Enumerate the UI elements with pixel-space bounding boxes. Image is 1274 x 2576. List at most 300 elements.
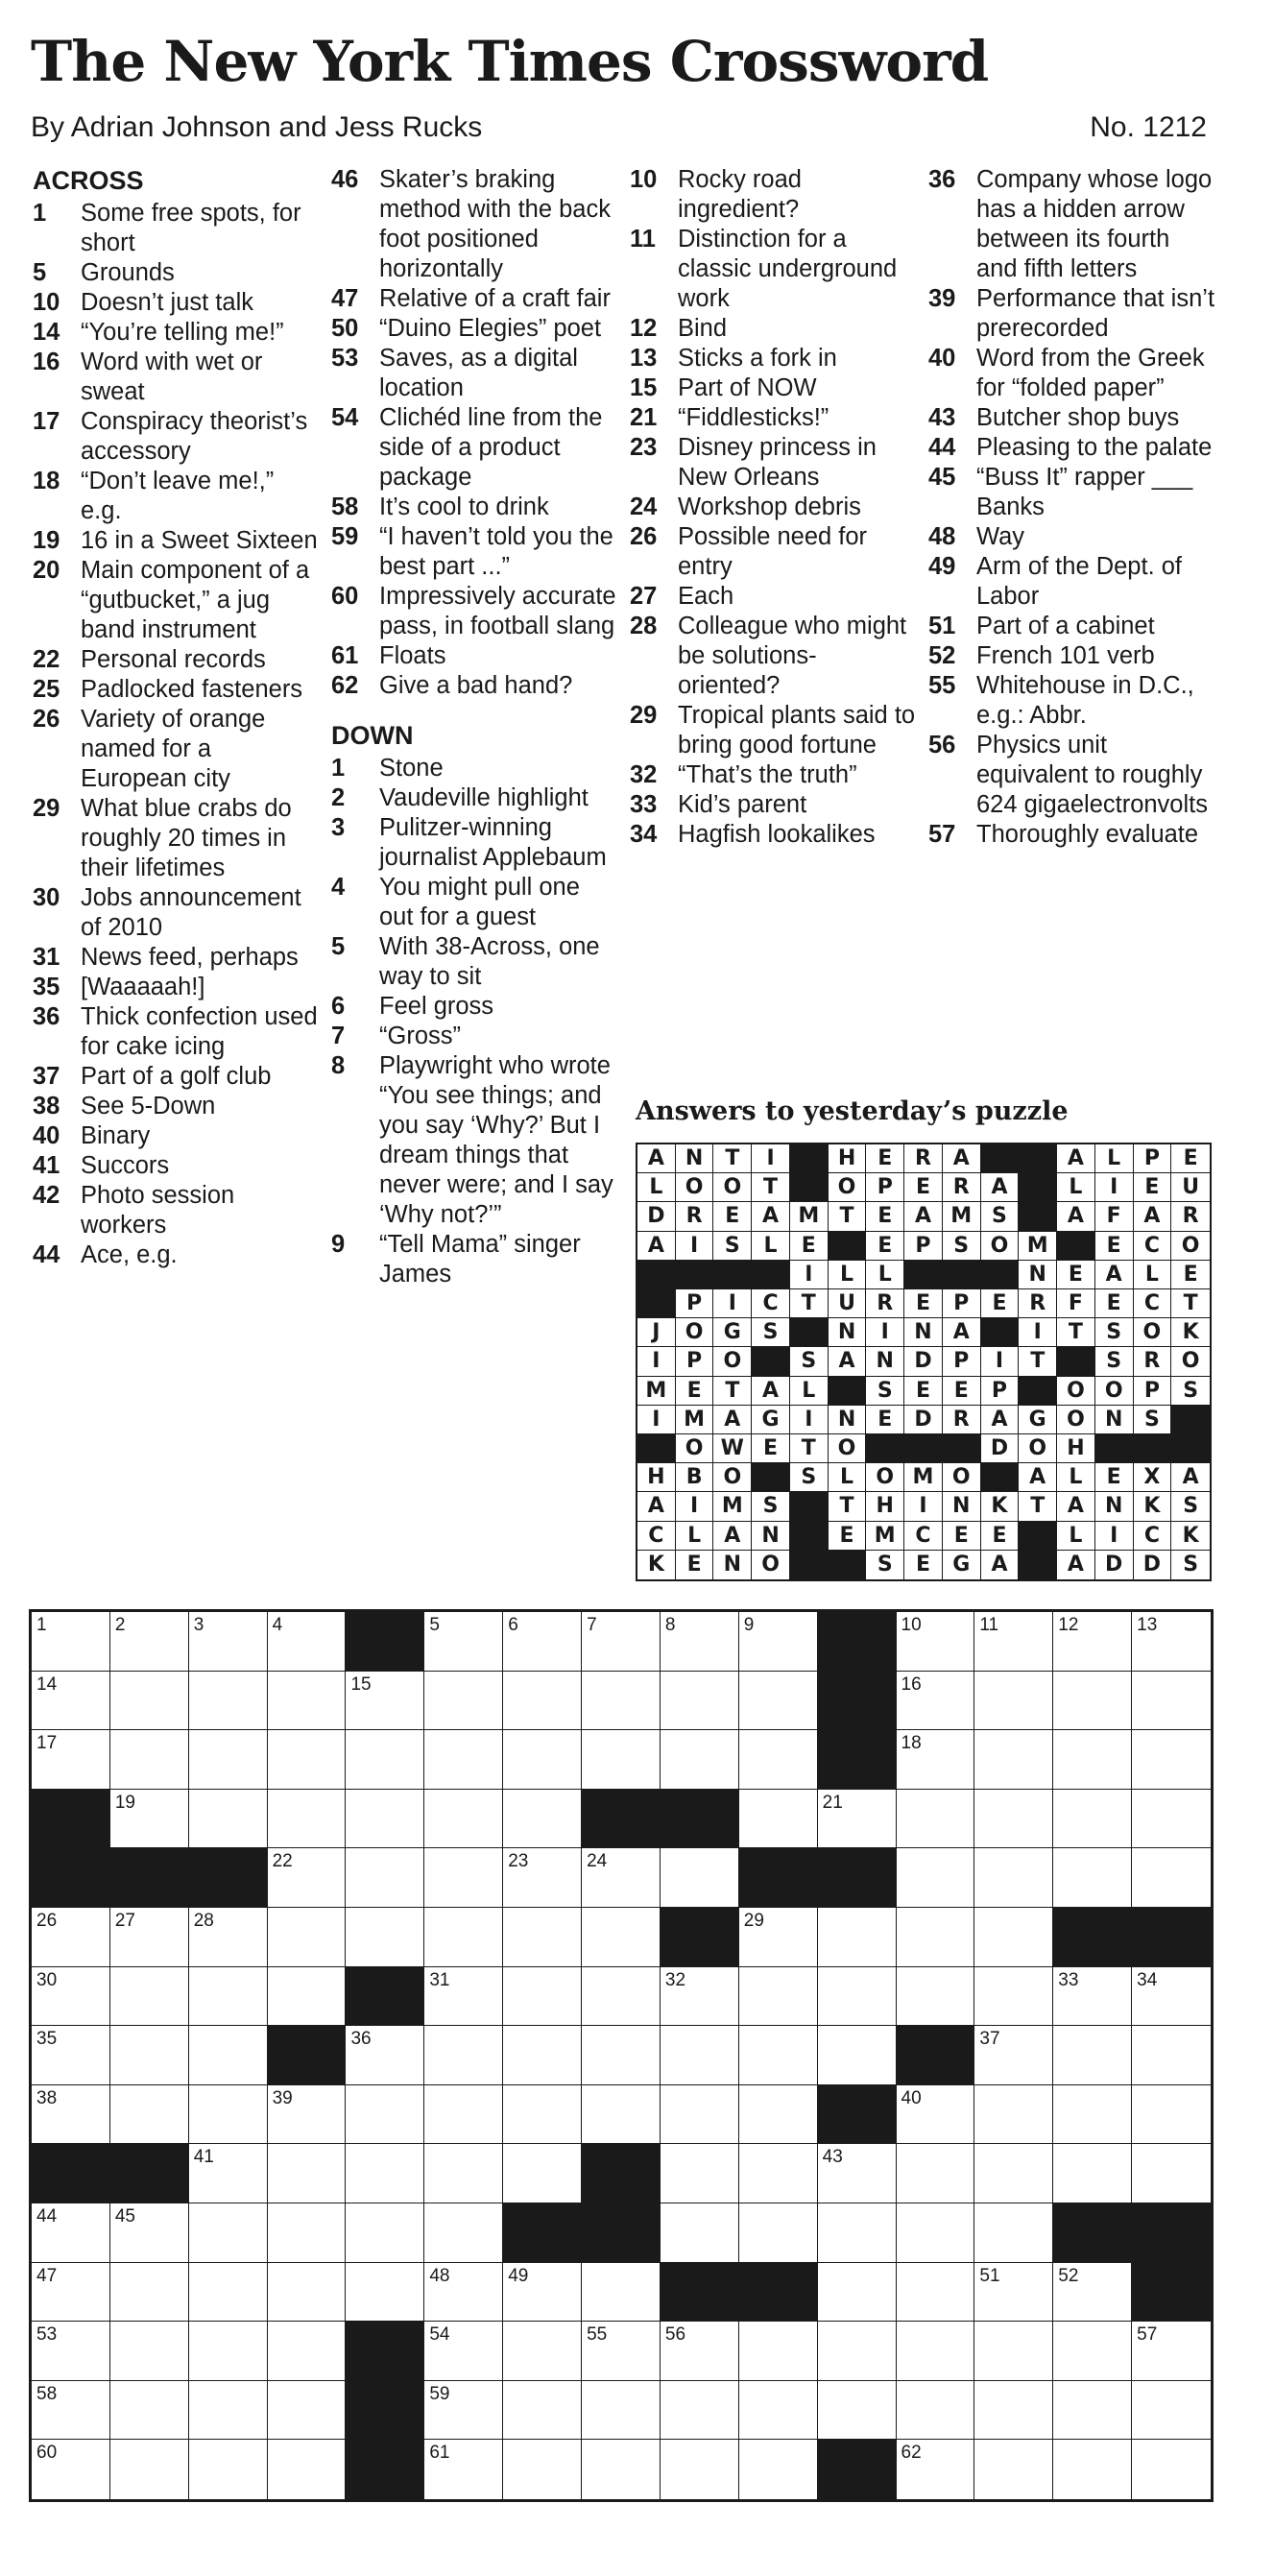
grid-cell[interactable]: [897, 1848, 975, 1908]
grid-cell[interactable]: [1053, 2440, 1132, 2499]
answer-black-square: [637, 1289, 676, 1318]
grid-cell[interactable]: [739, 1967, 818, 2027]
clue-number: 27: [630, 583, 658, 610]
grid-cell[interactable]: [897, 1908, 975, 1967]
grid-cell[interactable]: [32, 1612, 110, 1672]
grid-cell[interactable]: [974, 2144, 1053, 2203]
down-clue[interactable]: [331, 754, 619, 783]
down-clue[interactable]: [928, 552, 1216, 612]
down-clue[interactable]: [331, 873, 619, 932]
grid-cell[interactable]: [268, 1672, 347, 1731]
down-clue[interactable]: [630, 612, 918, 701]
grid-cell[interactable]: [32, 1908, 110, 1967]
down-clue[interactable]: [928, 433, 1216, 463]
down-clue[interactable]: [630, 582, 918, 612]
clue-text: Arm of the Dept. of Labor: [976, 553, 1183, 610]
grid-cell[interactable]: [268, 1790, 347, 1849]
grid-cell[interactable]: [897, 2144, 975, 2203]
across-clue[interactable]: [331, 344, 619, 403]
answer-letter: I: [676, 1492, 714, 1521]
grid-cell[interactable]: [268, 2322, 347, 2381]
grid-cell[interactable]: [346, 2203, 424, 2263]
grid-cell[interactable]: [739, 1790, 818, 1849]
across-clue[interactable]: [331, 314, 619, 344]
grid-cell[interactable]: [110, 1967, 189, 2027]
down-clue[interactable]: [630, 493, 918, 522]
grid-cell[interactable]: [503, 2322, 582, 2381]
across-clue[interactable]: [33, 199, 321, 258]
across-clue[interactable]: [331, 165, 619, 284]
across-clue[interactable]: [33, 258, 321, 288]
grid-cell[interactable]: [268, 1908, 347, 1967]
grid-cell[interactable]: [110, 1612, 189, 1672]
grid-cell[interactable]: [818, 2322, 897, 2381]
down-clue[interactable]: [630, 225, 918, 314]
down-clue[interactable]: [630, 522, 918, 582]
grid-cell[interactable]: [1053, 1730, 1132, 1790]
grid-cell[interactable]: [582, 1848, 661, 1908]
grid-cell[interactable]: [1053, 1848, 1132, 1908]
grid-cell[interactable]: [582, 2322, 661, 2381]
clue-number: 31: [33, 944, 60, 971]
answer-letter: R: [1171, 1202, 1210, 1231]
across-clue[interactable]: [33, 407, 321, 467]
across-clue[interactable]: [33, 1121, 321, 1151]
grid-cell[interactable]: [346, 2144, 424, 2203]
down-clue[interactable]: [630, 344, 918, 373]
down-clue[interactable]: [331, 1230, 619, 1289]
down-clue[interactable]: [331, 1022, 619, 1051]
grid-cell[interactable]: [268, 1967, 347, 2027]
down-clue[interactable]: [928, 731, 1216, 820]
grid-cell[interactable]: [897, 2381, 975, 2441]
answer-letter: S: [1095, 1318, 1134, 1347]
down-clue[interactable]: [928, 284, 1216, 344]
answer-letter: N: [1095, 1492, 1134, 1521]
cell-number: 6: [508, 1615, 518, 1635]
across-clue[interactable]: [33, 526, 321, 556]
grid-cell[interactable]: [268, 1730, 347, 1790]
grid-cell[interactable]: [661, 2144, 739, 2203]
answer-letter: P: [866, 1173, 904, 1202]
grid-cell[interactable]: [346, 1672, 424, 1731]
grid-cell[interactable]: [268, 2203, 347, 2263]
grid-cell[interactable]: [32, 1672, 110, 1731]
down-clue[interactable]: [331, 932, 619, 992]
across-clue[interactable]: [33, 1002, 321, 1062]
grid-cell[interactable]: [268, 1848, 347, 1908]
grid-cell[interactable]: [1132, 1730, 1211, 1790]
grid-cell[interactable]: [346, 1848, 424, 1908]
grid-cell[interactable]: [1132, 1790, 1211, 1849]
grid-cell[interactable]: [739, 2085, 818, 2145]
grid-cell[interactable]: [424, 2322, 503, 2381]
grid-cell[interactable]: [1132, 2381, 1211, 2441]
down-clue[interactable]: [928, 671, 1216, 731]
grid-cell[interactable]: [1132, 1672, 1211, 1731]
grid-cell[interactable]: [32, 1730, 110, 1790]
grid-cell[interactable]: [110, 1790, 189, 1849]
clue-number: 36: [33, 1003, 60, 1030]
across-clue[interactable]: [33, 1240, 321, 1270]
grid-cell[interactable]: [661, 2440, 739, 2499]
grid-cell[interactable]: [739, 2440, 818, 2499]
grid-cell[interactable]: [189, 1908, 268, 1967]
grid-cell[interactable]: [503, 1908, 582, 1967]
grid-cell[interactable]: [503, 1612, 582, 1672]
grid-cell[interactable]: [1132, 2440, 1211, 2499]
grid-cell[interactable]: [346, 2026, 424, 2085]
answer-letter: S: [1134, 1406, 1172, 1434]
grid-cell[interactable]: [974, 1848, 1053, 1908]
answer-letter: G: [1019, 1406, 1057, 1434]
grid-cell[interactable]: [346, 2085, 424, 2145]
grid-cell[interactable]: [268, 1612, 347, 1672]
clue-text: Tropical plants said to bring good fortune: [678, 702, 916, 758]
grid-cell[interactable]: [189, 1730, 268, 1790]
grid-cell[interactable]: [189, 2322, 268, 2381]
cell-number: 48: [429, 2265, 450, 2286]
grid-cell[interactable]: [503, 1730, 582, 1790]
grid-cell[interactable]: [1053, 2085, 1132, 2145]
grid-cell[interactable]: [503, 2440, 582, 2499]
grid-cell[interactable]: [110, 2203, 189, 2263]
grid-cell[interactable]: [661, 2322, 739, 2381]
grid-cell[interactable]: [110, 1730, 189, 1790]
grid-cell[interactable]: [818, 2263, 897, 2323]
grid-cell[interactable]: [189, 2085, 268, 2145]
answer-letter: E: [1134, 1173, 1172, 1202]
grid-cell[interactable]: [424, 2203, 503, 2263]
grid-cell[interactable]: [661, 2085, 739, 2145]
grid-cell[interactable]: [189, 1612, 268, 1672]
grid-cell[interactable]: [661, 2381, 739, 2441]
grid-cell[interactable]: [346, 1730, 424, 1790]
answer-letter: S: [1095, 1347, 1134, 1376]
down-clue[interactable]: [928, 612, 1216, 641]
grid-cell[interactable]: [661, 1672, 739, 1731]
cell-number: 43: [822, 2147, 843, 2168]
grid-cell[interactable]: [503, 2263, 582, 2323]
grid-cell[interactable]: [974, 1908, 1053, 1967]
down-clue[interactable]: [630, 790, 918, 820]
clue-text: You might pull one out for a guest: [379, 874, 580, 930]
grid-cell[interactable]: [897, 1730, 975, 1790]
grid-cell[interactable]: [661, 2026, 739, 2085]
down-clue[interactable]: [928, 522, 1216, 552]
grid-cell[interactable]: [661, 1848, 739, 1908]
grid-cell[interactable]: [897, 1790, 975, 1849]
answer-black-square: [637, 1434, 676, 1463]
grid-cell[interactable]: [110, 1908, 189, 1967]
grid-cell[interactable]: [818, 2203, 897, 2263]
down-clue[interactable]: [630, 820, 918, 850]
answer-black-square: [752, 1261, 790, 1289]
grid-cell[interactable]: [1053, 1672, 1132, 1731]
grid-cell[interactable]: [346, 1790, 424, 1849]
grid-cell[interactable]: [739, 1730, 818, 1790]
down-clue[interactable]: [630, 165, 918, 225]
grid-cell[interactable]: [424, 1848, 503, 1908]
grid-cell[interactable]: [503, 2085, 582, 2145]
across-clue[interactable]: [331, 403, 619, 493]
grid-cell[interactable]: [818, 2026, 897, 2085]
grid-cell[interactable]: [1053, 1967, 1132, 2027]
grid-cell[interactable]: [1132, 2322, 1211, 2381]
grid-cell[interactable]: [32, 2085, 110, 2145]
black-square: [1132, 1908, 1211, 1967]
grid-cell[interactable]: [582, 2440, 661, 2499]
down-clue[interactable]: [331, 783, 619, 813]
across-clue[interactable]: [33, 705, 321, 794]
answer-black-square: [676, 1261, 714, 1289]
down-clue[interactable]: [928, 403, 1216, 433]
grid-cell[interactable]: [268, 2440, 347, 2499]
clue-number: 53: [331, 345, 359, 372]
grid-cell[interactable]: [503, 1848, 582, 1908]
grid-cell[interactable]: [1053, 1612, 1132, 1672]
grid-cell[interactable]: [424, 2026, 503, 2085]
grid-cell[interactable]: [818, 2144, 897, 2203]
cell-number: 58: [36, 2383, 58, 2404]
grid-cell[interactable]: [661, 2203, 739, 2263]
grid-cell[interactable]: [897, 1612, 975, 1672]
grid-cell[interactable]: [897, 2322, 975, 2381]
grid-cell[interactable]: [897, 2085, 975, 2145]
grid-cell[interactable]: [1132, 2085, 1211, 2145]
grid-cell[interactable]: [974, 2263, 1053, 2323]
grid-cell[interactable]: [32, 1967, 110, 2027]
grid-cell[interactable]: [189, 1672, 268, 1731]
grid-cell[interactable]: [739, 2026, 818, 2085]
across-clue[interactable]: [33, 1092, 321, 1121]
grid-cell[interactable]: [1132, 2026, 1211, 2085]
down-clue[interactable]: [630, 760, 918, 790]
grid-cell[interactable]: [582, 1612, 661, 1672]
grid-cell[interactable]: [32, 2203, 110, 2263]
grid-cell[interactable]: [346, 1908, 424, 1967]
grid-cell[interactable]: [503, 2026, 582, 2085]
across-clue[interactable]: [33, 556, 321, 645]
grid-cell[interactable]: [189, 2440, 268, 2499]
across-clue[interactable]: [33, 467, 321, 526]
grid-cell[interactable]: [661, 1967, 739, 2027]
grid-cell[interactable]: [739, 2381, 818, 2441]
down-clue[interactable]: [928, 165, 1216, 284]
grid-cell[interactable]: [189, 1967, 268, 2027]
grid-cell[interactable]: [897, 1967, 975, 2027]
grid-cell[interactable]: [503, 1967, 582, 2027]
grid-cell[interactable]: [1053, 2026, 1132, 2085]
down-clue[interactable]: [928, 463, 1216, 522]
grid-cell[interactable]: [1053, 2144, 1132, 2203]
grid-cell[interactable]: [661, 1612, 739, 1672]
grid-cell[interactable]: [897, 2440, 975, 2499]
grid-cell[interactable]: [974, 1730, 1053, 1790]
across-clue[interactable]: [331, 522, 619, 582]
cell-number: 24: [587, 1851, 608, 1872]
down-clue[interactable]: [630, 433, 918, 493]
grid-cell[interactable]: [897, 1672, 975, 1731]
across-clue[interactable]: [33, 288, 321, 318]
black-square: [739, 2263, 818, 2323]
across-clue[interactable]: [33, 675, 321, 705]
down-clue[interactable]: [928, 344, 1216, 403]
grid-cell[interactable]: [32, 2381, 110, 2441]
grid-cell[interactable]: [189, 1790, 268, 1849]
grid-cell[interactable]: [424, 2381, 503, 2441]
answer-letter: F: [1057, 1289, 1095, 1318]
grid-cell[interactable]: [110, 2263, 189, 2323]
across-clue[interactable]: [33, 318, 321, 348]
across-clue[interactable]: [33, 1062, 321, 1092]
across-clue[interactable]: [33, 883, 321, 943]
clue-text: Vaudeville highlight: [379, 784, 589, 811]
grid-cell[interactable]: [974, 2026, 1053, 2085]
across-clue[interactable]: [33, 1181, 321, 1240]
grid-cell[interactable]: [424, 2263, 503, 2323]
grid-cell[interactable]: [818, 1908, 897, 1967]
grid-cell[interactable]: [424, 1967, 503, 2027]
grid-cell[interactable]: [582, 1908, 661, 1967]
across-clue[interactable]: [331, 493, 619, 522]
grid-cell[interactable]: [582, 2381, 661, 2441]
grid-cell[interactable]: [424, 1730, 503, 1790]
grid-cell[interactable]: [189, 2203, 268, 2263]
grid-cell[interactable]: [1132, 1612, 1211, 1672]
grid-cell[interactable]: [974, 2440, 1053, 2499]
grid-cell[interactable]: [32, 2263, 110, 2323]
across-clue[interactable]: [33, 645, 321, 675]
grid-cell[interactable]: [110, 2085, 189, 2145]
across-clue[interactable]: [331, 284, 619, 314]
grid-cell[interactable]: [1053, 2322, 1132, 2381]
grid-cell[interactable]: [818, 1790, 897, 1849]
grid-cell[interactable]: [346, 2263, 424, 2323]
grid-cell[interactable]: [974, 1790, 1053, 1849]
grid-cell[interactable]: [268, 2263, 347, 2323]
grid-cell[interactable]: [32, 2440, 110, 2499]
grid-cell[interactable]: [189, 2144, 268, 2203]
down-clue[interactable]: [630, 314, 918, 344]
grid-cell[interactable]: [32, 2026, 110, 2085]
across-clue[interactable]: [33, 973, 321, 1002]
grid-cell[interactable]: [739, 1672, 818, 1731]
grid-cell[interactable]: [974, 2322, 1053, 2381]
grid-cell[interactable]: [268, 2085, 347, 2145]
grid-cell[interactable]: [189, 2381, 268, 2441]
grid-cell[interactable]: [739, 1908, 818, 1967]
clue-number: 23: [630, 434, 658, 461]
grid-cell[interactable]: [424, 2440, 503, 2499]
grid-cell[interactable]: [424, 1612, 503, 1672]
grid-cell[interactable]: [1053, 1790, 1132, 1849]
grid-cell[interactable]: [1053, 2263, 1132, 2323]
grid-cell[interactable]: [268, 2381, 347, 2441]
grid-cell[interactable]: [32, 2322, 110, 2381]
across-clue[interactable]: [331, 582, 619, 641]
across-clue[interactable]: [331, 671, 619, 701]
grid-cell[interactable]: [582, 2026, 661, 2085]
grid-cell[interactable]: [974, 2085, 1053, 2145]
grid-cell[interactable]: [189, 2263, 268, 2323]
grid-cell[interactable]: [424, 2144, 503, 2203]
grid-cell[interactable]: [189, 2026, 268, 2085]
grid-cell[interactable]: [1053, 2381, 1132, 2441]
down-clue[interactable]: [630, 373, 918, 403]
grid-cell[interactable]: [1132, 1848, 1211, 1908]
grid-cell[interactable]: [424, 1672, 503, 1731]
grid-cell[interactable]: [582, 2085, 661, 2145]
grid-cell[interactable]: [582, 2263, 661, 2323]
grid-cell[interactable]: [739, 2322, 818, 2381]
across-clue[interactable]: [33, 348, 321, 407]
grid-cell[interactable]: [110, 2440, 189, 2499]
grid-cell[interactable]: [739, 2144, 818, 2203]
grid-cell[interactable]: [974, 2203, 1053, 2263]
grid-cell[interactable]: [818, 1967, 897, 2027]
down-clue[interactable]: [928, 820, 1216, 850]
grid-cell[interactable]: [974, 1612, 1053, 1672]
down-clue[interactable]: [928, 641, 1216, 671]
grid-cell[interactable]: [582, 1730, 661, 1790]
clue-text: Floats: [379, 642, 446, 669]
across-clue[interactable]: [33, 1151, 321, 1181]
grid-cell[interactable]: [974, 2381, 1053, 2441]
grid-cell[interactable]: [739, 2203, 818, 2263]
across-clue[interactable]: [331, 641, 619, 671]
grid-cell[interactable]: [897, 2203, 975, 2263]
down-clue[interactable]: [630, 403, 918, 433]
grid-cell[interactable]: [974, 1967, 1053, 2027]
grid-cell[interactable]: [503, 1790, 582, 1849]
grid-cell[interactable]: [268, 2144, 347, 2203]
grid-cell[interactable]: [582, 1967, 661, 2027]
grid-cell[interactable]: [661, 1730, 739, 1790]
grid-cell[interactable]: [739, 1612, 818, 1672]
grid-cell[interactable]: [110, 2026, 189, 2085]
grid-cell[interactable]: [582, 1672, 661, 1731]
down-clue[interactable]: [630, 701, 918, 760]
grid-cell[interactable]: [503, 2144, 582, 2203]
grid-cell[interactable]: [424, 2085, 503, 2145]
grid-cell[interactable]: [1132, 2144, 1211, 2203]
clue-number: 60: [331, 583, 359, 610]
grid-cell[interactable]: [1132, 1967, 1211, 2027]
down-clue[interactable]: [331, 1051, 619, 1230]
black-square: [818, 2440, 897, 2499]
across-clue[interactable]: [33, 943, 321, 973]
cell-number: 2: [114, 1615, 126, 1635]
grid-cell[interactable]: [897, 2263, 975, 2323]
grid-cell[interactable]: [974, 1672, 1053, 1731]
grid-cell[interactable]: [110, 2381, 189, 2441]
grid-cell[interactable]: [503, 1672, 582, 1731]
across-clue[interactable]: [33, 794, 321, 883]
grid-cell[interactable]: [818, 2381, 897, 2441]
answer-letter: E: [904, 1173, 943, 1202]
down-clue[interactable]: [331, 813, 619, 873]
answer-letter: O: [713, 1347, 752, 1376]
grid-cell[interactable]: [424, 1908, 503, 1967]
answer-letter: T: [829, 1492, 867, 1521]
grid-cell[interactable]: [424, 1790, 503, 1849]
down-clue[interactable]: [331, 992, 619, 1022]
answer-letter: I: [637, 1406, 676, 1434]
grid-cell[interactable]: [110, 2322, 189, 2381]
grid-cell[interactable]: [110, 1672, 189, 1731]
grid-cell[interactable]: [503, 2381, 582, 2441]
